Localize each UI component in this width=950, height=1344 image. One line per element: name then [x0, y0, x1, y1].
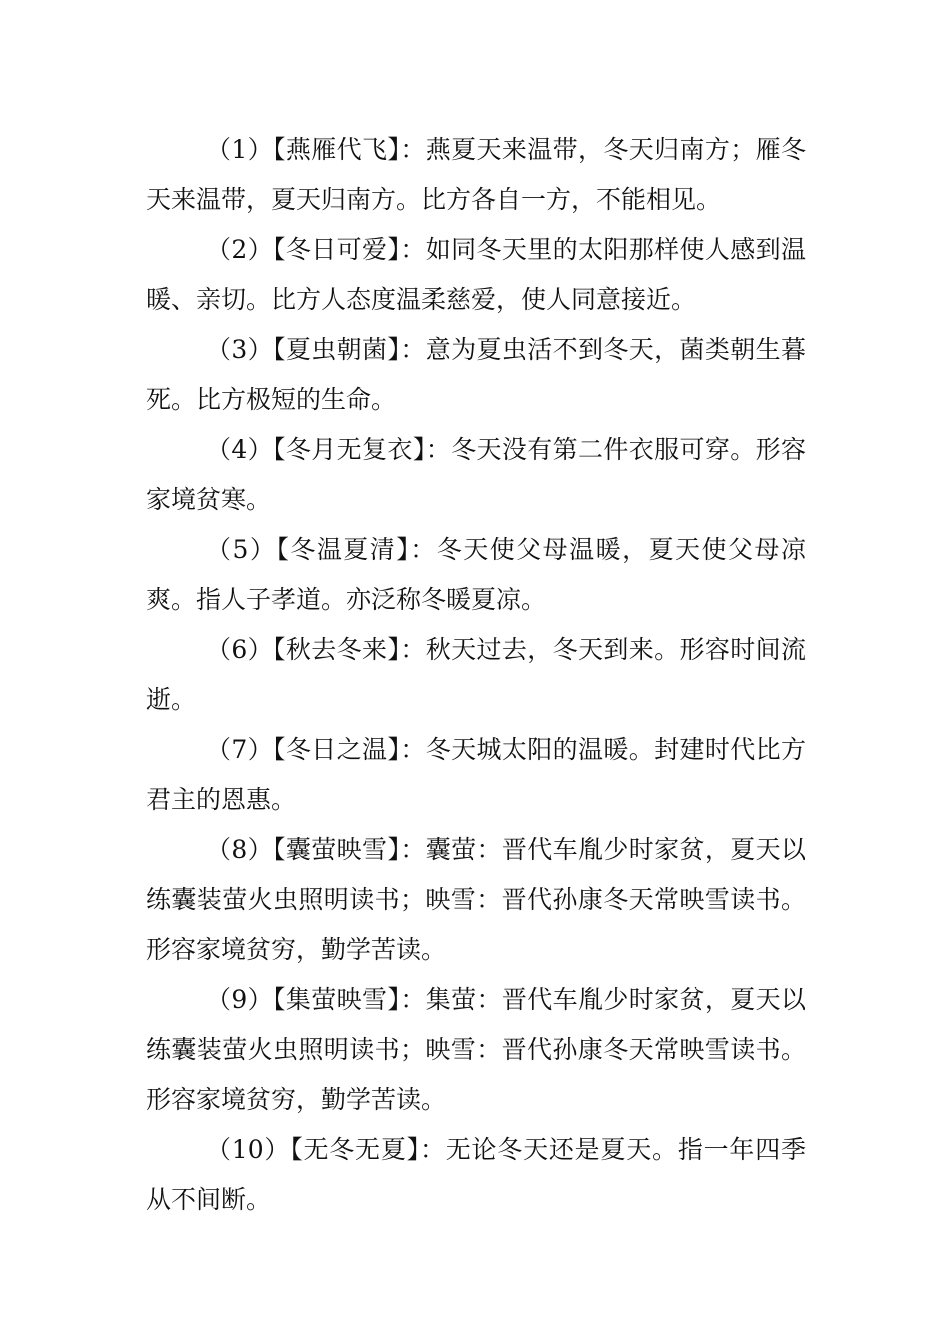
idiom-term: 【囊萤映雪】 [273, 835, 401, 864]
idiom-entry-5 [146, 525, 806, 625]
idiom-entry-10 [146, 1125, 806, 1225]
entry-number: （7） [206, 735, 274, 764]
entry-number: （9） [206, 985, 274, 1014]
idiom-definition: ：冬天城太阳的温暖。封建时代比方君主的恩惠。 [146, 735, 806, 814]
idiom-definition: ：囊萤：晋代车胤少时家贫，夏天以练囊装萤火虫照明读书；映雪：晋代孙康冬天常映雪读书。形容家境贫穷，勤学苦读。 [146, 835, 806, 964]
idiom-entry-6 [146, 625, 806, 725]
idiom-term: 【燕雁代飞】 [273, 135, 401, 164]
idiom-term: 【无冬无夏】 [290, 1135, 420, 1164]
idiom-term: 【集萤映雪】 [273, 985, 401, 1014]
idiom-entry-8 [146, 825, 806, 975]
idiom-definition: ：冬天使父母温暖，夏天使父母凉爽。指人子孝道。亦泛称冬暖夏凉。 [146, 535, 806, 614]
idiom-term: 【秋去冬来】 [273, 635, 401, 664]
idiom-term: 【冬日可爱】 [273, 235, 401, 264]
entry-number: （10） [206, 1135, 291, 1164]
idiom-entry-2 [146, 225, 806, 325]
idiom-entry-1 [146, 125, 806, 225]
entry-number: （4） [206, 435, 274, 464]
idiom-entry-4 [146, 425, 806, 525]
entry-number: （8） [206, 835, 274, 864]
idiom-term: 【冬温夏清】 [276, 535, 411, 564]
entry-number: （2） [206, 235, 274, 264]
entry-number: （5） [206, 535, 277, 564]
idiom-definition: ：意为夏虫活不到冬天，菌类朝生暮死。比方极短的生命。 [146, 335, 806, 414]
entry-number: （1） [206, 135, 274, 164]
idiom-term: 【冬月无复衣】 [273, 435, 426, 464]
idiom-definition: ：秋天过去，冬天到来。形容时间流逝。 [146, 635, 806, 714]
idiom-definition: ：如同冬天里的太阳那样使人感到温暖、亲切。比方人态度温柔慈爱，使人同意接近。 [146, 235, 806, 314]
idiom-entry-9 [146, 975, 806, 1125]
idiom-definition: ：集萤：晋代车胤少时家贫，夏天以练囊装萤火虫照明读书；映雪：晋代孙康冬天常映雪读书。形容家境贫穷，勤学苦读。 [146, 985, 806, 1114]
entry-number: （3） [206, 335, 274, 364]
idiom-term: 【夏虫朝菌】 [273, 335, 401, 364]
idiom-entry-3 [146, 325, 806, 425]
idiom-term: 【冬日之温】 [273, 735, 401, 764]
idiom-definition: ：冬天没有第二件衣服可穿。形容家境贫寒。 [146, 435, 806, 514]
idiom-definition: ：无论冬天还是夏天。指一年四季从不间断。 [146, 1135, 806, 1214]
entry-number: （6） [206, 635, 274, 664]
idiom-definition: ：燕夏天来温带，冬天归南方；雁冬天来温带，夏天归南方。比方各自一方，不能相见。 [146, 135, 806, 214]
idiom-entry-7 [146, 725, 806, 825]
document-body [146, 125, 806, 1225]
